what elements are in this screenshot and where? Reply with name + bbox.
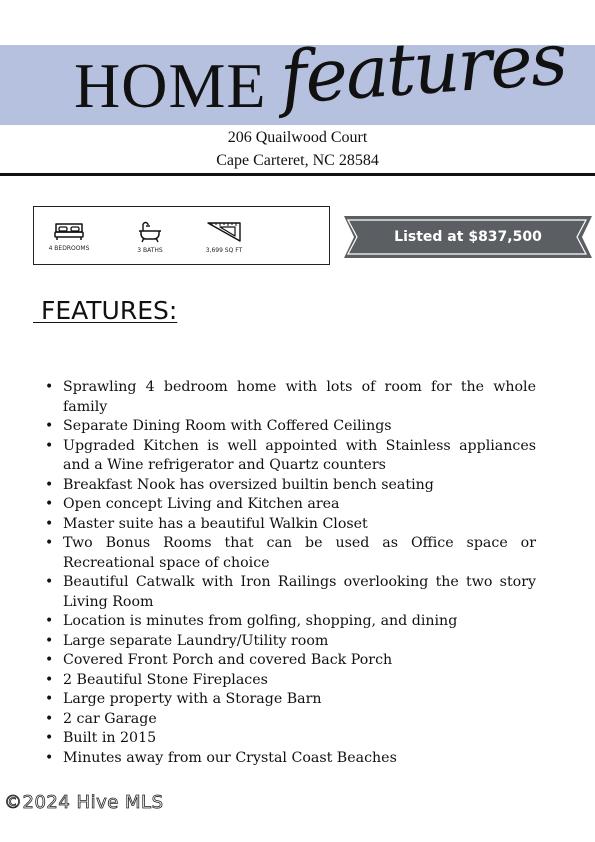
- stat-bedrooms: [44, 221, 94, 252]
- bed-icon: [53, 221, 85, 241]
- address-street: 206 Quailwood Court: [227, 129, 368, 146]
- stat-baths-label: 3 BATHS: [137, 247, 163, 254]
- title-features-script: features: [277, 16, 569, 121]
- list-item: • 2 car Garage: [63, 710, 536, 730]
- list-item: • Open concept Living and Kitchen area: [63, 495, 536, 515]
- stat-sqft-label: 3,699 SQ FT: [205, 247, 243, 254]
- list-item: • Beautiful Catwalk with Iron Railings overlooking the two story Living Room: [63, 573, 536, 612]
- ruler-icon: [206, 221, 242, 243]
- address-city: Cape Carteret, NC 28584: [216, 152, 379, 169]
- features-list: [63, 378, 536, 768]
- copyright-watermark: ©2024 Hive MLS: [4, 792, 164, 813]
- list-item: • Upgraded Kitchen is well appointed with Stainless appliances and a Wine refrigerator and Quartz counters: [63, 437, 536, 476]
- list-item: • Sprawling 4 bedroom home with lots of room for the whole family: [63, 378, 536, 417]
- list-item: • Covered Front Porch and covered Back Porch: [63, 651, 536, 671]
- list-item: • Large property with a Storage Barn: [63, 690, 536, 710]
- list-item: • Built in 2015: [63, 729, 536, 749]
- list-item: • Minutes away from our Crystal Coast Beaches: [63, 749, 536, 769]
- price-banner: [342, 215, 594, 259]
- price-label: Listed at $837,500: [394, 229, 542, 245]
- stat-bedrooms-label: 4 BEDROOMS: [48, 245, 90, 252]
- header-divider: [0, 173, 595, 176]
- list-item: • Location is minutes from golfing, shopping, and dining: [63, 612, 536, 632]
- list-item: • 2 Beautiful Stone Fireplaces: [63, 671, 536, 691]
- list-item: • Two Bonus Rooms that can be used as Office space or Recreational space of choice: [63, 534, 536, 573]
- title-home: HOME: [74, 50, 267, 121]
- features-heading: FEATURES:: [33, 296, 178, 325]
- stat-sqft: [196, 221, 252, 254]
- list-item: • Breakfast Nook has oversized builtin bench seating: [63, 476, 536, 496]
- list-item: • Large separate Laundry/Utility room: [63, 632, 536, 652]
- stat-baths: [127, 221, 173, 254]
- bathtub-icon: [137, 221, 163, 243]
- list-item: • Master suite has a beautiful Walkin Closet: [63, 515, 536, 535]
- list-item: • Separate Dining Room with Coffered Ceilings: [63, 417, 536, 437]
- stats-box: [33, 206, 330, 265]
